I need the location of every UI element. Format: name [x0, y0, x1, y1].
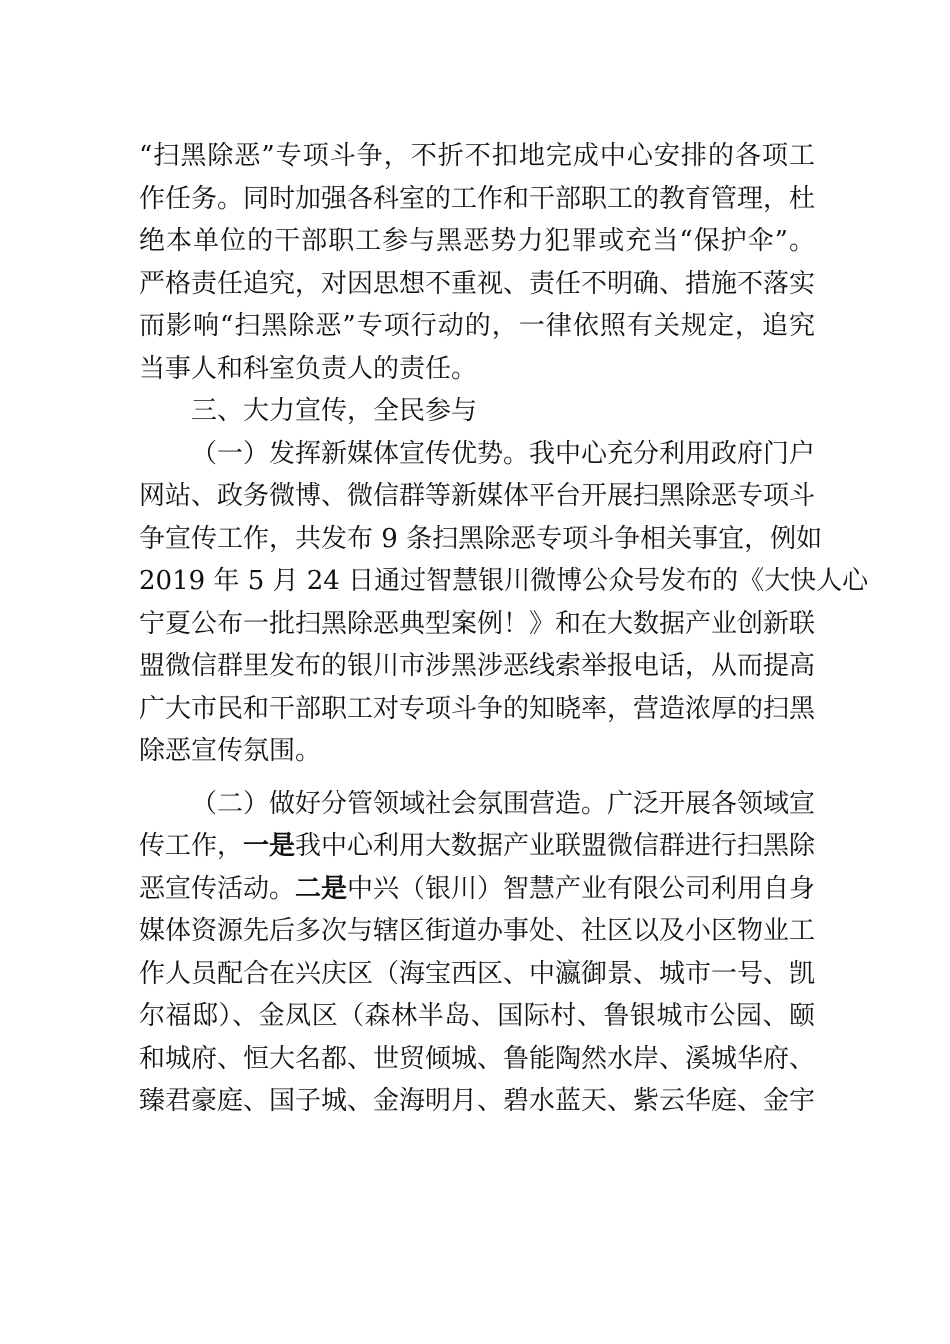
- text-line: 宁夏公布一批扫黑除恶典型案例！》和在大数据产业创新联: [139, 608, 816, 639]
- text-line: 作任务。同时加强各科室的工作和干部职工的教育管理，杜: [139, 183, 816, 214]
- text-line: 臻君豪庭、国子城、金海明月、碧水蓝天、紫云华庭、金宇: [139, 1086, 816, 1116]
- text-line: 2019 年 5 月 24 日通过智慧银川微博公众号发布的《大快人心: [139, 566, 869, 596]
- text-line: 绝本单位的干部职工参与黑恶势力犯罪或充当“保护伞”。: [139, 226, 815, 256]
- text-line: [139, 825, 815, 868]
- text-line: 除恶宣传氛围。: [139, 736, 322, 766]
- text-line: 媒体资源先后多次与辖区街道办事处、社区以及小区物业工: [139, 916, 816, 946]
- emphasis-text: 二是: [295, 873, 348, 904]
- text-line: 和城府、恒大名都、世贸倾城、鲁能陶然水岸、溪城华府、: [139, 1043, 816, 1074]
- text-line: 尔福邸）、金凤区（森林半岛、国际村、鲁银城市公园、颐: [139, 1001, 815, 1031]
- text-line: [139, 868, 815, 911]
- text-segment: 我中心利用大数据产业联盟微信群进行扫黑除: [295, 831, 816, 861]
- text-segment: 传工作，: [139, 831, 244, 861]
- document-body: [139, 135, 869, 1123]
- text-line: 广大市民和干部职工对专项斗争的知晓率，营造浓厚的扫黑: [139, 693, 816, 724]
- section-heading: 三、大力宣传，全民参与: [191, 396, 478, 426]
- text-line: （一）发挥新媒体宣传优势。我中心充分利用政府门户: [191, 438, 816, 469]
- text-line: 作人员配合在兴庆区（海宝西区、中瀛御景、城市一号、凯: [139, 958, 816, 989]
- text-line: 争宣传工作，共发布 9 条扫黑除恶专项斗争相关事宜，例如: [139, 523, 823, 554]
- text-line: 严格责任追究，对因思想不重视、责任不明确、措施不落实: [139, 268, 816, 299]
- text-segment: 恶宣传活动。: [139, 873, 296, 904]
- text-line: 而影响“扫黑除恶”专项行动的，一律依照有关规定，追究: [139, 311, 815, 341]
- text-segment: 中兴（银川）智慧产业有限公司利用自身: [347, 873, 816, 904]
- text-line: （二）做好分管领域社会氛围营造。广泛开展各领域宣: [191, 788, 816, 819]
- text-line: “扫黑除恶”专项斗争，不折不扣地完成中心安排的各项工: [139, 141, 815, 171]
- text-line: 网站、政务微博、微信群等新媒体平台开展扫黑除恶专项斗: [139, 481, 816, 511]
- text-line: 盟微信群里发布的银川市涉黑涉恶线索举报电话，从而提高: [139, 651, 816, 681]
- text-line: 当事人和科室负责人的责任。: [139, 353, 478, 384]
- emphasis-text: 一是: [243, 831, 296, 861]
